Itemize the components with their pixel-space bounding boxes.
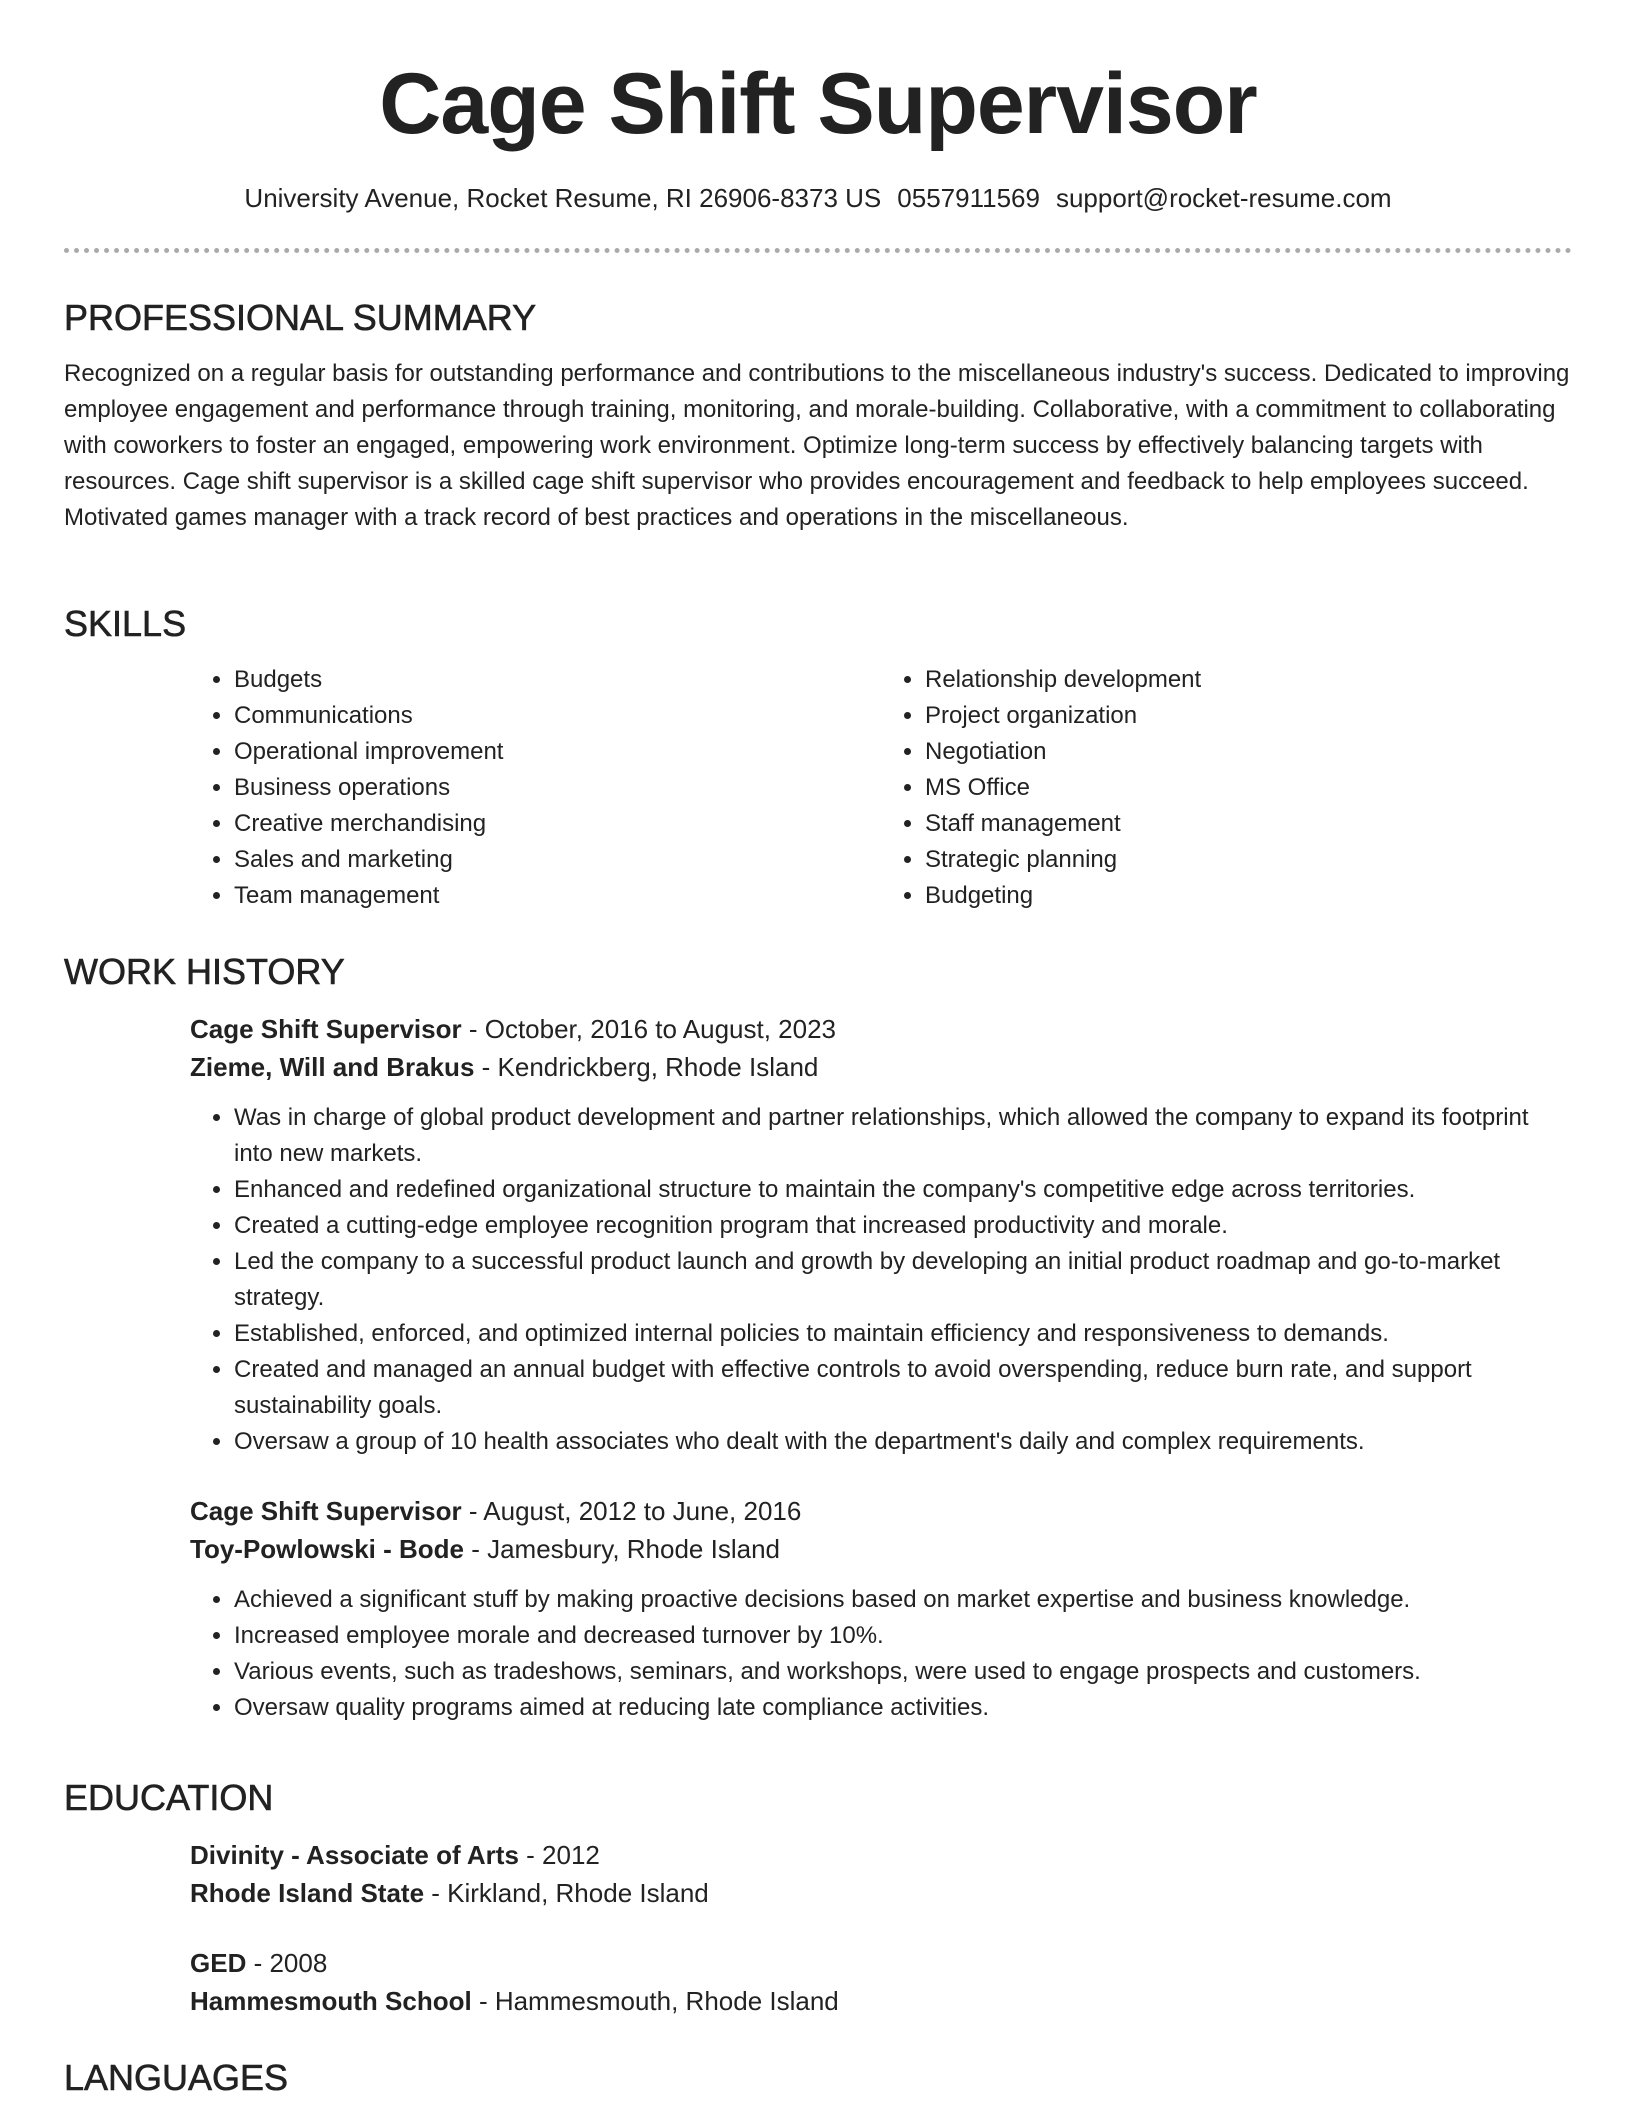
skills-right-list bbox=[881, 662, 1572, 914]
skill-item: • Negotiation bbox=[925, 734, 1572, 770]
skill-item: • Creative merchandising bbox=[234, 806, 881, 842]
job-title-line bbox=[190, 1492, 1572, 1530]
job-title-line bbox=[190, 1010, 1572, 1048]
education-year: - 2012 bbox=[518, 1840, 600, 1870]
job-location: - Kendrickberg, Rhode Island bbox=[474, 1052, 819, 1082]
work-section bbox=[64, 950, 1572, 1726]
skill-item: • Team management bbox=[234, 878, 881, 914]
education-degree: Divinity - Associate of Arts bbox=[190, 1840, 519, 1870]
education-location: - Hammesmouth, Rhode Island bbox=[471, 1986, 839, 2016]
skill-item: • MS Office bbox=[925, 770, 1572, 806]
education-degree-line bbox=[190, 1944, 1572, 1982]
job-entry bbox=[190, 1492, 1572, 1726]
job-entry bbox=[190, 1010, 1572, 1460]
job-bullet: • Was in charge of global product development and partner relationships, which allowed the company to expand its footprint into new markets. bbox=[234, 1100, 1572, 1172]
education-entry bbox=[190, 1836, 1572, 1912]
education-entry bbox=[190, 1944, 1572, 2020]
skills-left-list bbox=[190, 662, 881, 914]
education-title: EDUCATION bbox=[64, 1777, 274, 1818]
job-bullet: • Oversaw quality programs aimed at reducing late compliance activities. bbox=[234, 1690, 1572, 1726]
skill-item: • Project organization bbox=[925, 698, 1572, 734]
languages-section bbox=[64, 2056, 1572, 2100]
education-school-line bbox=[190, 1982, 1572, 2020]
skill-item: • Operational improvement bbox=[234, 734, 881, 770]
job-bullet: • Created and managed an annual budget with effective controls to avoid overspending, reduce burn rate, and support sustainability goals. bbox=[234, 1352, 1572, 1424]
job-bullets bbox=[190, 1582, 1572, 1726]
job-company-line bbox=[190, 1048, 1572, 1086]
job-bullets bbox=[190, 1100, 1572, 1460]
job-bullet: • Enhanced and redefined organizational structure to maintain the company's competitive edge across territories. bbox=[234, 1172, 1572, 1208]
contact-address: University Avenue, Rocket Resume, RI 26906-8373 US bbox=[244, 183, 882, 213]
languages-title: LANGUAGES bbox=[64, 2057, 289, 2098]
job-bullet: • Led the company to a successful product launch and growth by developing an initial product roadmap and go-to-market strategy. bbox=[234, 1244, 1572, 1316]
job-dates: - August, 2012 to June, 2016 bbox=[461, 1496, 802, 1526]
education-school: Hammesmouth School bbox=[190, 1986, 472, 2016]
contact-phone: 0557911569 bbox=[897, 183, 1040, 213]
education-location: - Kirkland, Rhode Island bbox=[424, 1878, 709, 1908]
job-role: Cage Shift Supervisor bbox=[190, 1496, 462, 1526]
header-divider bbox=[64, 248, 1572, 253]
resume-page bbox=[64, 0, 1572, 2098]
skills-columns bbox=[190, 662, 1572, 914]
summary-text: Recognized on a regular basis for outstanding performance and contributions to the miscellaneous industry's success. Dedicated to improving employee engagement and performance through training, monitoring, and morale-building. Collaborative, with a commitment to collaborating with coworkers to foster an engaged, empowering work environment. Optimize long-term success by effectively balancing targets with resources. Cage shift supervisor is a skilled cage shift supervisor who provides encouragement and feedback to help employees succeed. Motivated games manager with a track record of best practices and operations in the miscellaneous. bbox=[64, 360, 1570, 531]
job-company: Toy-Powlowski - Bode bbox=[190, 1534, 464, 1564]
job-bullet: • Oversaw a group of 10 health associates who dealt with the department's daily and complex requirements. bbox=[234, 1424, 1572, 1460]
summary-title: PROFESSIONAL SUMMARY bbox=[64, 297, 537, 338]
summary-section bbox=[64, 296, 1572, 536]
job-company: Zieme, Will and Brakus bbox=[190, 1052, 475, 1082]
job-bullet: • Created a cutting-edge employee recognition program that increased productivity and morale. bbox=[234, 1208, 1572, 1244]
skills-title: SKILLS bbox=[64, 603, 187, 644]
contact-email: support@rocket-resume.com bbox=[1055, 183, 1392, 213]
education-school: Rhode Island State bbox=[190, 1878, 425, 1908]
job-role: Cage Shift Supervisor bbox=[190, 1014, 462, 1044]
skills-section bbox=[64, 602, 1572, 914]
skill-item: • Budgeting bbox=[925, 878, 1572, 914]
education-degree: GED bbox=[190, 1948, 247, 1978]
contact-line bbox=[64, 182, 1572, 214]
job-location: - Jamesbury, Rhode Island bbox=[463, 1534, 780, 1564]
skill-item: • Staff management bbox=[925, 806, 1572, 842]
skill-item: • Business operations bbox=[234, 770, 881, 806]
education-school-line bbox=[190, 1874, 1572, 1912]
education-year: - 2008 bbox=[246, 1948, 328, 1978]
education-section bbox=[64, 1776, 1572, 2020]
job-bullet: • Achieved a significant stuff by making proactive decisions based on market expertise and business knowledge. bbox=[234, 1582, 1572, 1618]
job-company-line bbox=[190, 1530, 1572, 1568]
resume-name: Cage Shift Supervisor bbox=[379, 56, 1257, 152]
job-bullet: • Various events, such as tradeshows, seminars, and workshops, were used to engage prospects and customers. bbox=[234, 1654, 1572, 1690]
skill-item: • Strategic planning bbox=[925, 842, 1572, 878]
skill-item: • Budgets bbox=[234, 662, 881, 698]
skill-item: • Relationship development bbox=[925, 662, 1572, 698]
job-bullet: • Increased employee morale and decreased turnover by 10%. bbox=[234, 1618, 1572, 1654]
skill-item: • Communications bbox=[234, 698, 881, 734]
job-dates: - October, 2016 to August, 2023 bbox=[461, 1014, 836, 1044]
education-degree-line bbox=[190, 1836, 1572, 1874]
work-title: WORK HISTORY bbox=[64, 951, 345, 992]
skill-item: • Sales and marketing bbox=[234, 842, 881, 878]
job-bullet: • Established, enforced, and optimized internal policies to maintain efficiency and responsiveness to demands. bbox=[234, 1316, 1572, 1352]
